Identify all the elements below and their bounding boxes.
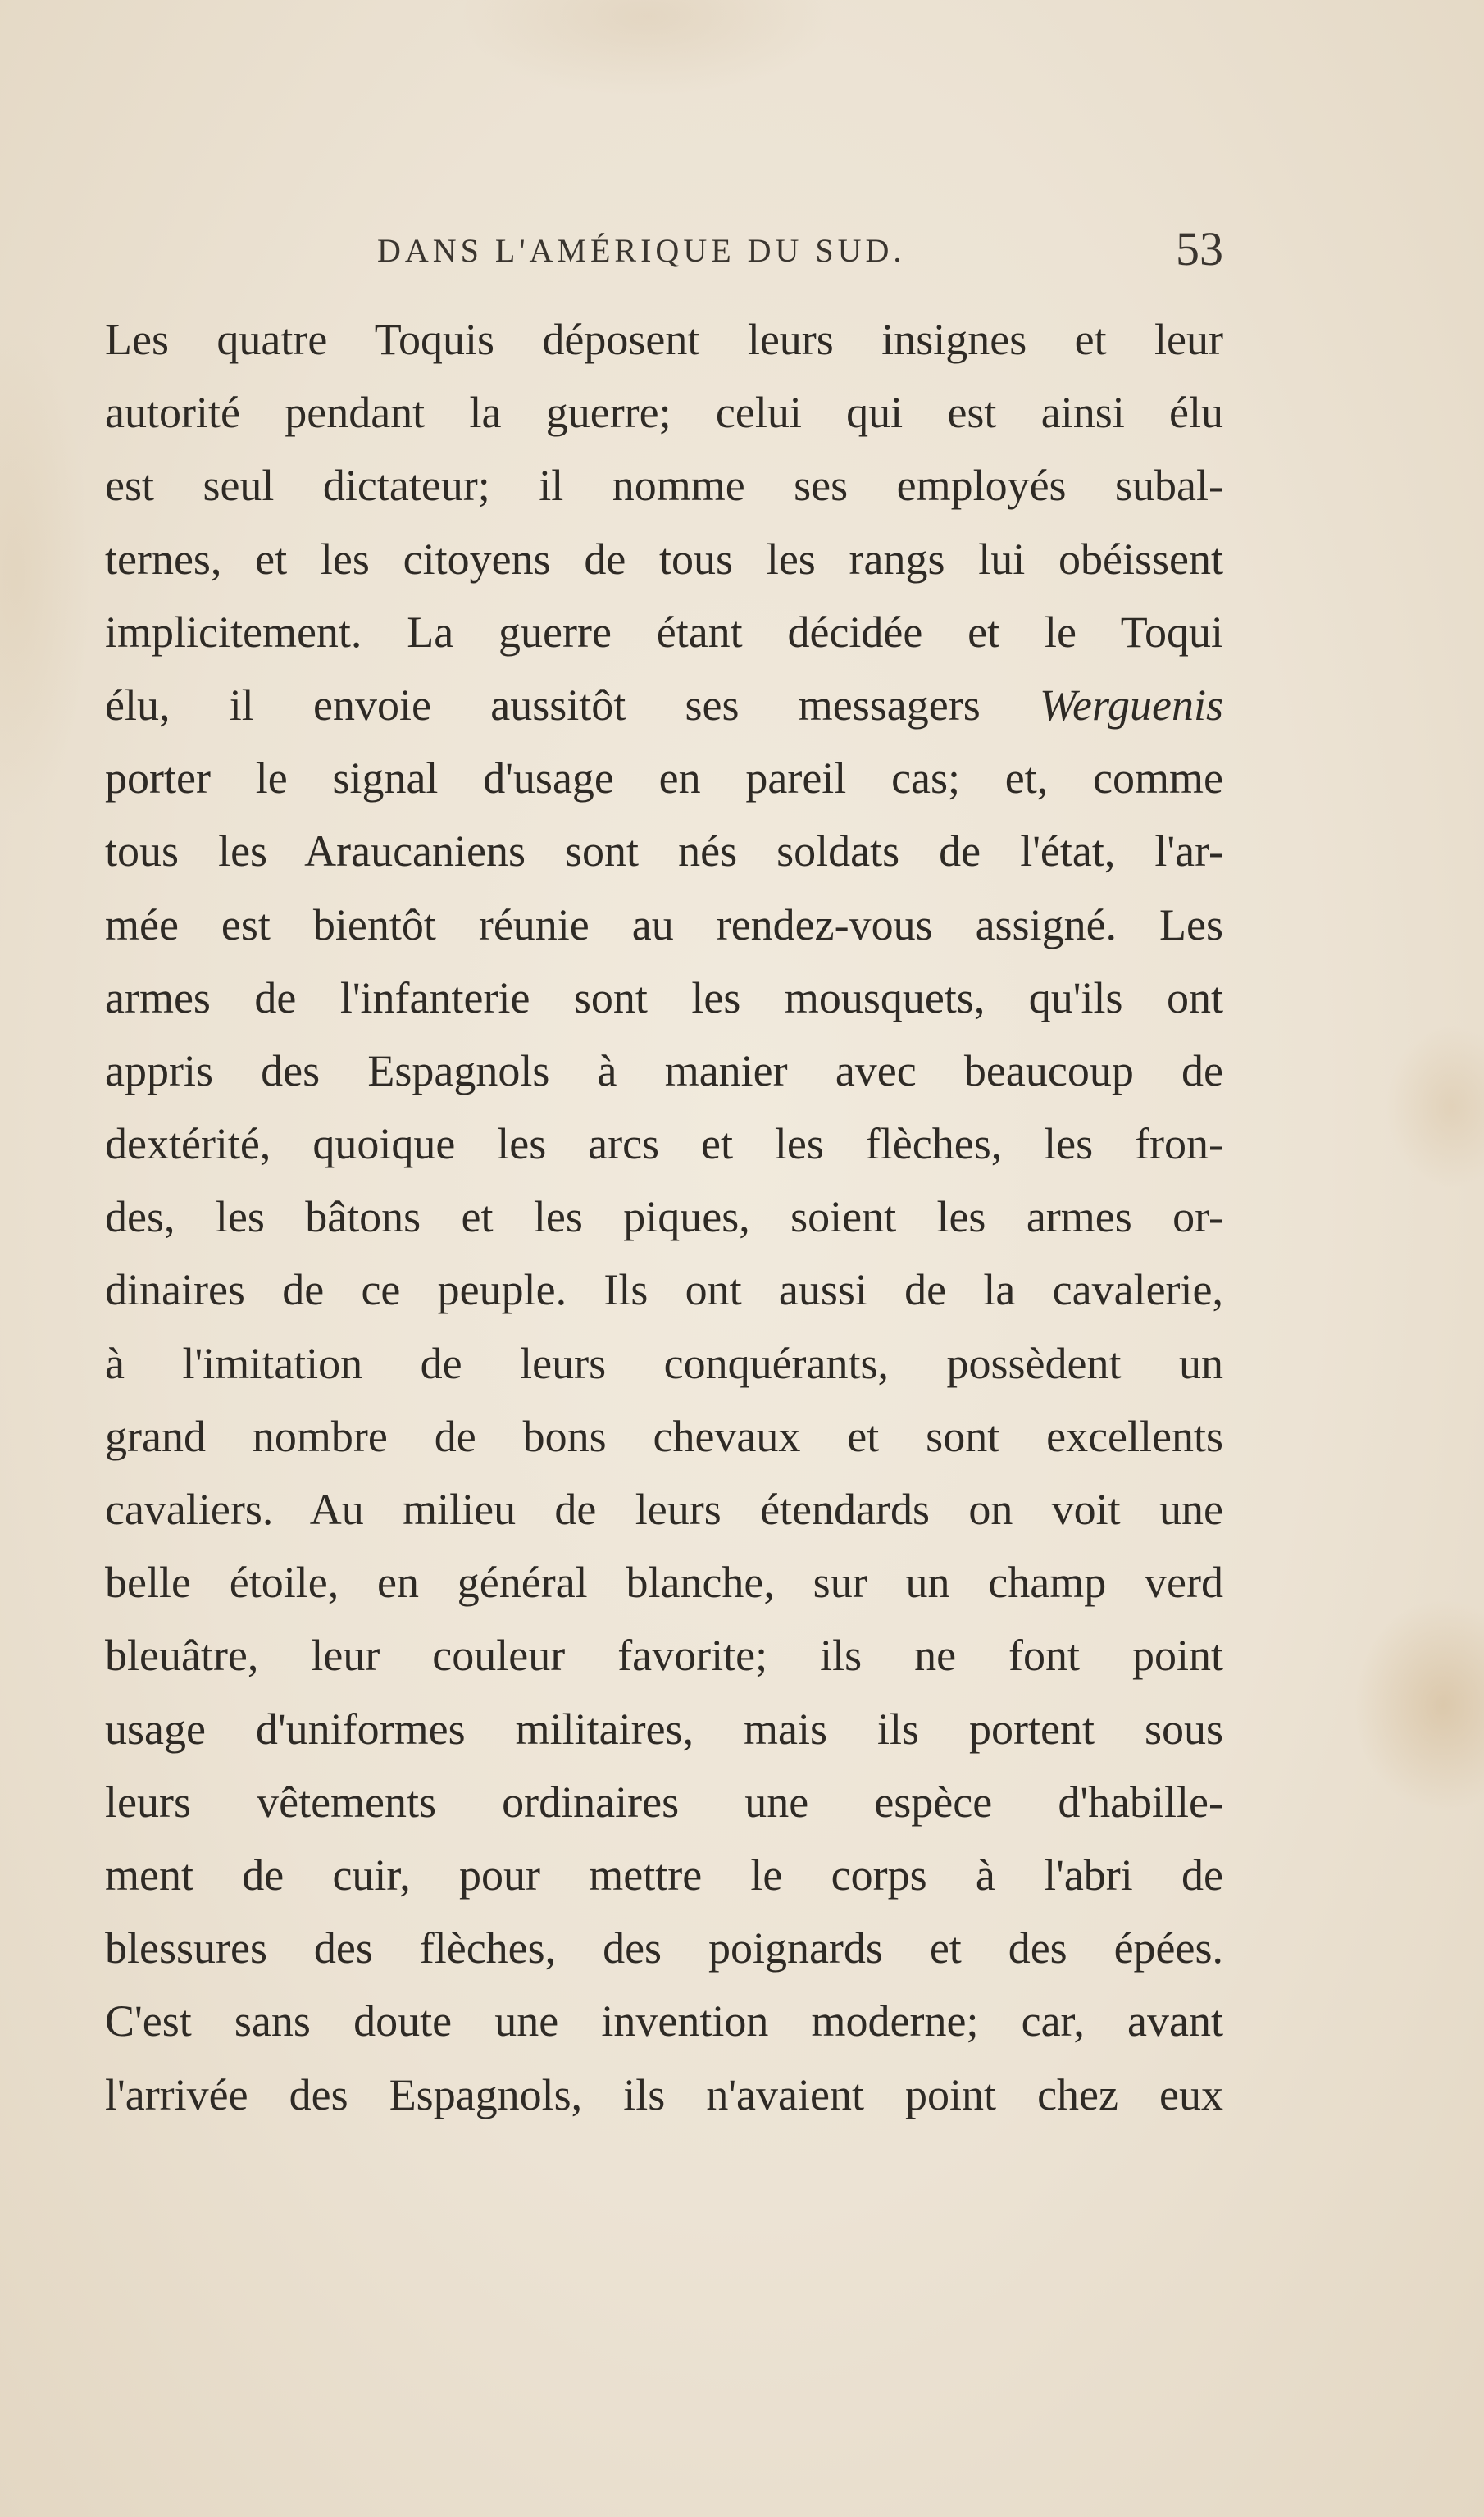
- text-line: des, les bâtons et les piques, soient les armes or-: [105, 1192, 1223, 1242]
- text-line: l'arrivée des Espagnols, ils n'avaient point chez eux: [105, 2069, 1223, 2119]
- text-line: bleuâtre, leur couleur favorite; ils ne font point: [105, 1631, 1223, 1681]
- text-line: porter le signal d'usage en pareil cas; et, comme: [105, 753, 1223, 803]
- paper-stain: [0, 328, 90, 820]
- page-number: 53: [1176, 222, 1223, 275]
- text-line: C'est sans doute une invention moderne; car, avant: [105, 1996, 1223, 2046]
- text-line: à l'imitation de leurs conquérants, possèdent un: [105, 1338, 1223, 1388]
- text-line: tous les Araucaniens sont nés soldats de l'état, l'ar-: [105, 826, 1223, 876]
- text-line: ment de cuir, pour mettre le corps à l'abri de: [105, 1850, 1223, 1900]
- page-header: [107, 221, 1223, 287]
- text-line: implicitement. La guerre étant décidée et le Toqui: [105, 607, 1223, 657]
- text-line: appris des Espagnols à manier avec beaucoup de: [105, 1045, 1223, 1095]
- text-line: armes de l'infanterie sont les mousquets, qu'ils ont: [105, 972, 1223, 1022]
- italic-term: Werguenis: [1040, 680, 1223, 730]
- text-line: dinaires de ce peuple. Ils ont aussi de la cavalerie,: [105, 1265, 1223, 1315]
- text-line: cavaliers. Au milieu de leurs étendards on voit une: [105, 1485, 1223, 1534]
- running-head: DANS L'AMÉRIQUE DU SUD.: [377, 232, 906, 269]
- paper-stain: [1353, 1599, 1484, 1812]
- body-text: [105, 303, 1223, 2132]
- text-line: ternes, et les citoyens de tous les rangs lui obéissent: [105, 534, 1223, 584]
- text-line: leurs vêtements ordinaires une espèce d'habille-: [105, 1777, 1223, 1827]
- paper-stain: [1386, 1025, 1484, 1189]
- text-line: belle étoile, en général blanche, sur un champ verd: [105, 1558, 1223, 1608]
- paper-stain: [459, 0, 836, 98]
- text-line: autorité pendant la guerre; celui qui est ainsi élu: [105, 388, 1223, 438]
- text-line: grand nombre de bons chevaux et sont excellents: [105, 1411, 1223, 1461]
- text-line: Les quatre Toquis déposent leurs insignes et leur: [105, 315, 1223, 364]
- text-line: mée est bientôt réunie au rendez-vous assigné. Les: [105, 899, 1223, 949]
- text-line: élu, il envoie aussitôt ses messagers Werguenis: [105, 680, 1223, 730]
- text-line: est seul dictateur; il nomme ses employés subal-: [105, 461, 1223, 511]
- text-line: dextérité, quoique les arcs et les flèches, les fron-: [105, 1119, 1223, 1169]
- text-line: usage d'uniformes militaires, mais ils portent sous: [105, 1704, 1223, 1754]
- text-line: blessures des flèches, des poignards et des épées.: [105, 1923, 1223, 1973]
